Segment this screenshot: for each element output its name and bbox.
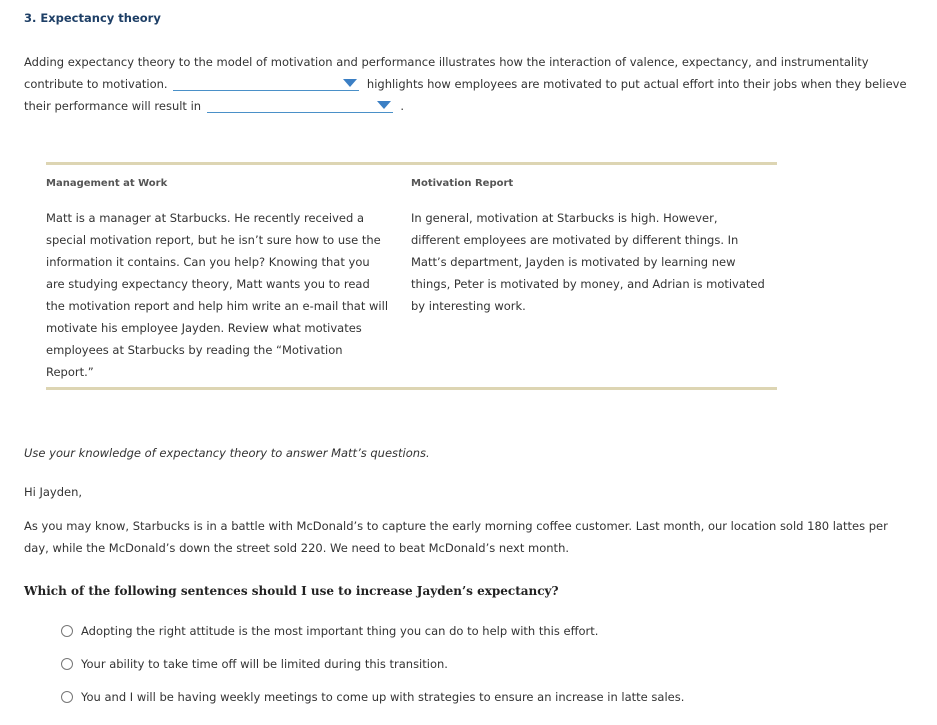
management-heading: Management at Work	[46, 178, 168, 189]
chevron-down-icon[interactable]	[343, 79, 357, 87]
answer-option-label[interactable]: Your ability to take time off will be limited during this transition.	[81, 657, 448, 671]
intro-text-1: Adding expectancy theory to the model of motivation and performance illustrates how the interaction of valence, expectancy, and instrumentality contribute to motivation.	[24, 55, 869, 91]
management-text: Matt is a manager at Starbucks. He recently received a special motivation report, but he isn’t sure how to use the information it contains. Can you help? Knowing that you are studying expectancy theory, Matt wants you to read the motivation report and help him write an e-mail that will motivate his employee Jayden. Review what motivates employees at Starbucks by reading the “Motivation Report.”	[46, 211, 389, 379]
intro-text-2: highlights how employees are motivated to put actual effort into their jobs when they believe their performance will result in	[24, 77, 907, 113]
dropdown-1[interactable]	[173, 76, 359, 91]
intro-text-3: .	[400, 99, 405, 113]
answer-option-label[interactable]: You and I will be having weekly meetings to come up with strategies to ensure an increase in latte sales.	[81, 690, 685, 704]
question-title: 3. Expectancy theory	[24, 11, 161, 25]
answer-option-label[interactable]: Adopting the right attitude is the most important thing you can do to help with this effort.	[81, 624, 599, 638]
radio-button[interactable]	[61, 691, 73, 703]
radio-button[interactable]	[61, 658, 73, 670]
intro-paragraph	[24, 51, 914, 117]
email-body: As you may know, Starbucks is in a battle with McDonald’s to capture the early morning coffee customer. Last month, our location sold 180 lattes per day, while the McDonald’s down the street sold 220. We need to beat McDonald’s next month.	[24, 519, 888, 555]
instruction-text: Use your knowledge of expectancy theory to answer Matt’s questions.	[24, 446, 430, 460]
answer-option-1[interactable]	[61, 623, 598, 639]
answer-option-2[interactable]	[61, 656, 448, 672]
motivation-report-heading: Motivation Report	[411, 178, 514, 189]
chevron-down-icon[interactable]	[377, 101, 391, 109]
scenario-panel	[46, 162, 777, 390]
radio-button[interactable]	[61, 625, 73, 637]
question-prompt: Which of the following sentences should I use to increase Jayden’s expectancy?	[24, 584, 559, 598]
motivation-report-text: In general, motivation at Starbucks is high. However, different employees are motivated by different things. In Matt’s department, Jayden is motivated by learning new things, Peter is motivated by money, and Adrian is motivated by interesting work.	[411, 211, 765, 313]
answer-option-3[interactable]	[61, 689, 684, 705]
dropdown-2[interactable]	[207, 98, 393, 113]
email-greeting: Hi Jayden,	[24, 485, 83, 499]
